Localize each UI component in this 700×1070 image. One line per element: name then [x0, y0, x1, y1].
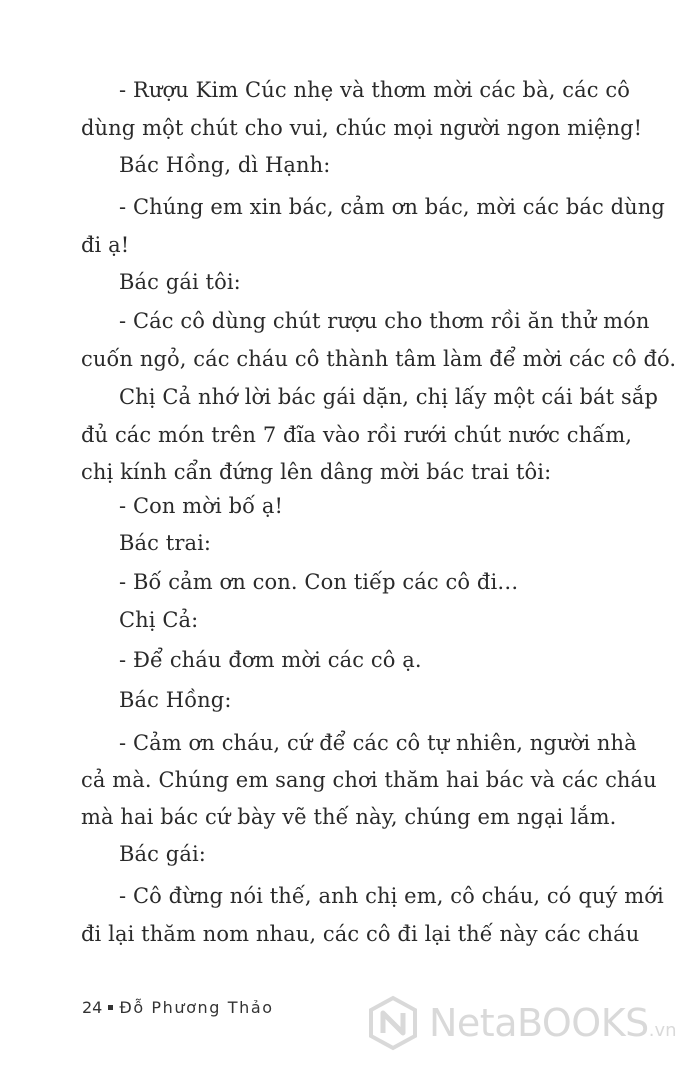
- text-line: Chị Cả nhớ lời bác gái dặn, chị lấy một cái bát sắp: [119, 385, 659, 409]
- watermark-brand: NetaBOOKS: [429, 1001, 649, 1045]
- text-line: - Chúng em xin bác, cảm ơn bác, mời các bác dùng: [119, 195, 665, 219]
- n-logo-icon: [365, 995, 421, 1051]
- text-line: đủ các món trên 7 đĩa vào rồi rưới chút nước chấm,: [81, 423, 632, 447]
- text-line: Bác Hồng:: [119, 688, 232, 712]
- text-line: - Bố cảm ơn con. Con tiếp các cô đi…: [119, 570, 519, 594]
- text-line: - Các cô dùng chút rượu cho thơm rồi ăn thử món: [119, 309, 650, 333]
- text-line: cuốn ngỏ, các cháu cô thành tâm làm để mời các cô đó.: [81, 347, 677, 371]
- text-line: Bác gái tôi:: [119, 270, 241, 294]
- text-line: - Để cháu đơm mời các cô ạ.: [119, 648, 422, 672]
- text-line: mà hai bác cứ bày vẽ thế này, chúng em ngại lắm.: [81, 805, 617, 829]
- page-number: 24: [82, 998, 103, 1017]
- text-line: - Con mời bố ạ!: [119, 494, 284, 518]
- text-line: - Rượu Kim Cúc nhẹ và thơm mời các bà, các cô: [119, 78, 630, 102]
- page-footer: [82, 998, 274, 1017]
- separator-square-icon: [108, 1005, 113, 1010]
- text-line: Bác Hồng, dì Hạnh:: [119, 153, 331, 177]
- text-line: Bác trai:: [119, 531, 212, 555]
- text-line: đi lại thăm nom nhau, các cô đi lại thế này các cháu: [81, 922, 640, 946]
- text-line: - Cảm ơn cháu, cứ để các cô tự nhiên, người nhà: [119, 731, 637, 755]
- watermark: [365, 995, 685, 1051]
- text-line: Bác gái:: [119, 842, 206, 866]
- watermark-suffix: .vn: [648, 1020, 677, 1041]
- author-name: Đỗ Phương Thảo: [119, 998, 274, 1017]
- text-line: dùng một chút cho vui, chúc mọi người ngon miệng!: [81, 116, 643, 140]
- text-line: đi ạ!: [81, 233, 130, 257]
- text-line: - Cô đừng nói thế, anh chị em, cô cháu, có quý mới: [119, 884, 664, 908]
- watermark-text: [429, 1001, 677, 1045]
- text-line: cả mà. Chúng em sang chơi thăm hai bác và các cháu: [81, 768, 657, 792]
- text-line: chị kính cẩn đứng lên dâng mời bác trai tôi:: [81, 460, 552, 484]
- text-line: Chị Cả:: [119, 608, 199, 632]
